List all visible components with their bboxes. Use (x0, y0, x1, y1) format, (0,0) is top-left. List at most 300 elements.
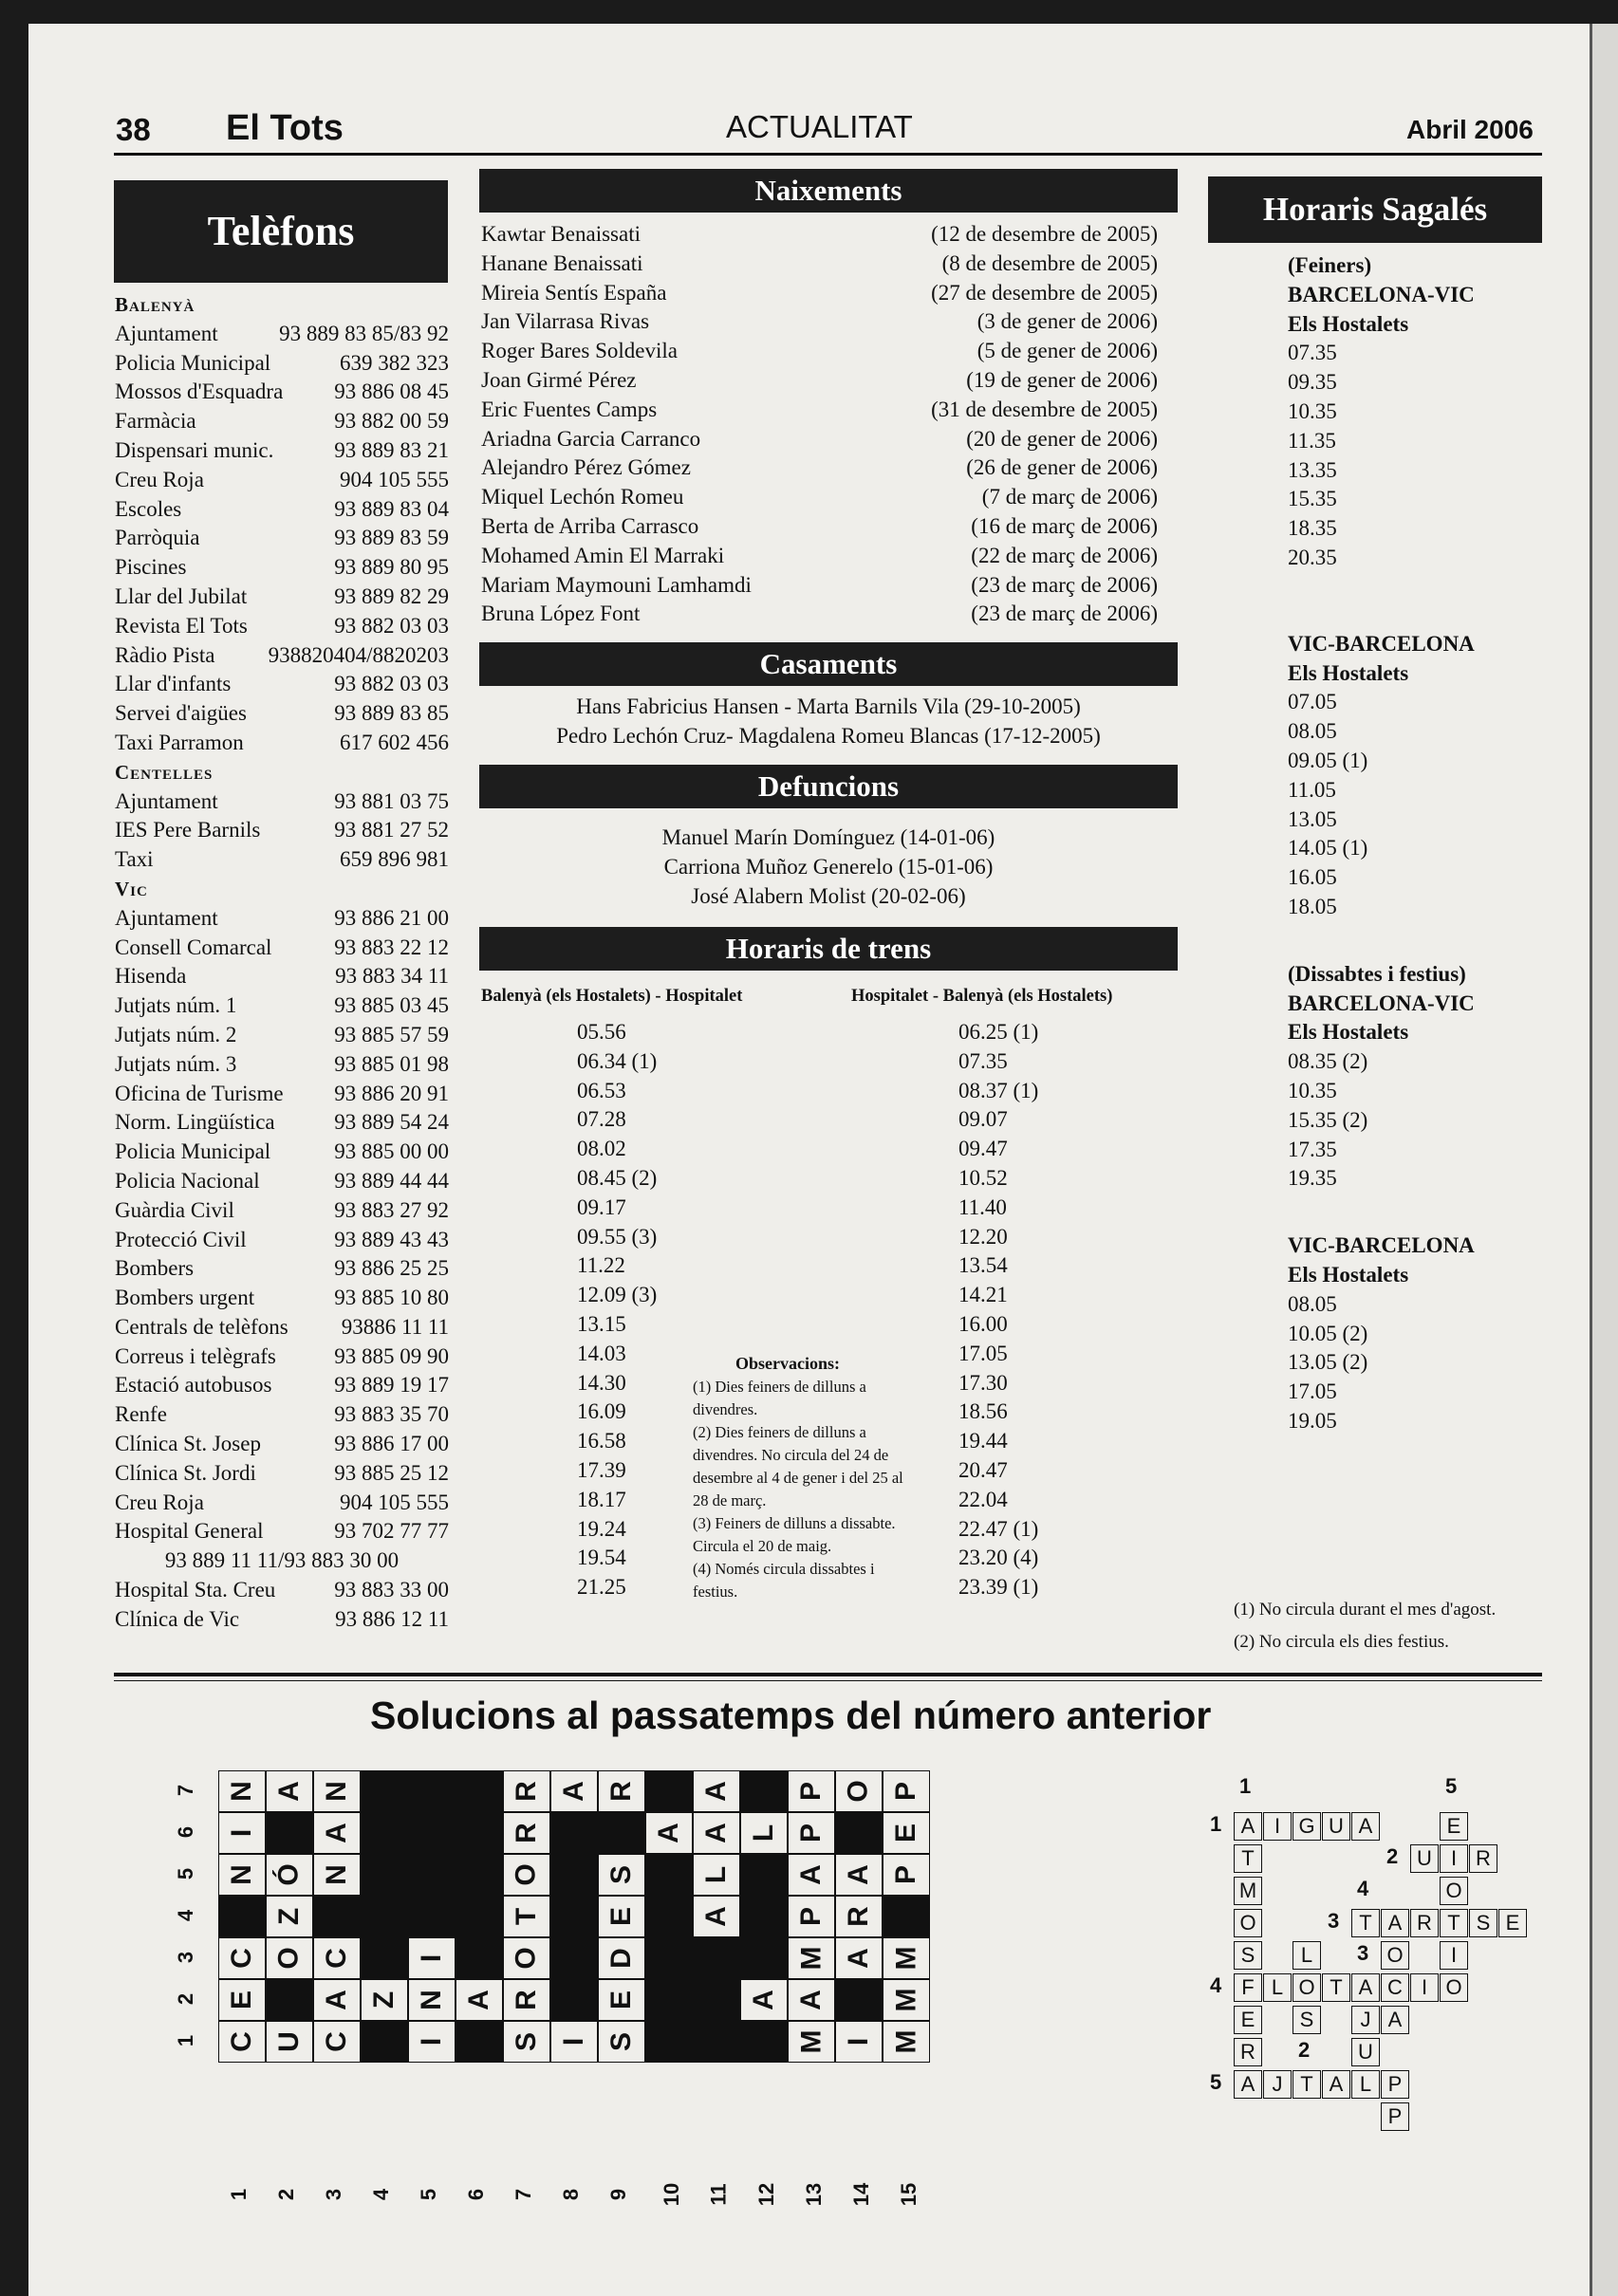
train-time: 05.56 (577, 1020, 626, 1044)
train-time: 10.52 (958, 1165, 1008, 1190)
bus-note: (2) No circula els dies festius. (1234, 1632, 1449, 1652)
crossword-cell: U (1351, 2038, 1380, 2066)
phone-number: 93 881 03 75 (334, 788, 449, 813)
grid-letter: R (510, 1990, 542, 2010)
bus-time: 08.05 (1288, 719, 1337, 744)
phone-number: 639 382 323 (340, 350, 449, 375)
crossword-cell: T (1234, 1844, 1262, 1873)
phone-row (115, 670, 449, 699)
train-time: 13.15 (577, 1311, 626, 1336)
grid-cell (218, 1770, 266, 1812)
phone-number: 93 886 21 00 (334, 905, 449, 930)
grid-cell (788, 1896, 835, 1937)
grid-cell (408, 1896, 456, 1937)
telefons-list (115, 290, 449, 1635)
bus-schedule-block (1288, 1231, 1534, 1436)
phone-label: Clínica St. Jordi (115, 1460, 256, 1485)
grid-cell (408, 1812, 456, 1854)
grid-cell (740, 1896, 788, 1937)
bus-time: 07.35 (1288, 341, 1337, 365)
sagales-title: Horaris Sagalés (1208, 176, 1542, 243)
grid-cell (598, 1937, 645, 1979)
phone-label: Llar d'infants (115, 672, 232, 696)
train-time: 09.17 (577, 1194, 626, 1219)
birth-date: (20 de gener de 2006) (966, 426, 1158, 451)
train-time: 23.39 (1) (958, 1575, 1039, 1600)
crossword-cell: P (1381, 2070, 1409, 2099)
grid-cell (740, 1854, 788, 1896)
phone-label: Bombers (115, 1256, 195, 1281)
birth-name: Ariadna Garcia Carranco (481, 426, 701, 451)
phone-row (115, 1080, 449, 1109)
grid-cell (883, 1770, 930, 1812)
train-time: 12.20 (958, 1224, 1008, 1249)
grid-letter: M (890, 2029, 921, 2054)
phone-number: 93 886 12 11 (335, 1606, 449, 1631)
phone-number: 617 602 456 (340, 730, 449, 754)
grid-row-number: 2 (274, 2188, 299, 2201)
grid-cell (266, 1854, 313, 1896)
crossword-cell: R (1234, 2038, 1262, 2066)
crossword-number: 4 (1210, 1973, 1222, 1997)
crossword-number: 1 (1210, 1812, 1222, 1836)
phone-row (115, 466, 449, 495)
crossword-cell: U (1410, 1844, 1439, 1873)
train-time: 09.55 (3) (577, 1224, 658, 1249)
phone-label: Norm. Lingüística (115, 1110, 275, 1135)
phone-label: Clínica de Vic (115, 1606, 240, 1631)
grid-letter: R (510, 1781, 542, 1802)
grid-cell (550, 1854, 598, 1896)
grid-row-number: 1 (227, 2188, 251, 2201)
grid-cell (313, 1812, 361, 1854)
grid-letter: R (510, 1823, 542, 1843)
birth-row (481, 571, 1158, 601)
phone-number: 93 885 57 59 (334, 1022, 449, 1046)
grid-cell (693, 1896, 740, 1937)
phone-number: 93 702 77 77 (334, 1519, 449, 1544)
phone-number: 93 882 03 03 (334, 613, 449, 638)
grid-cell (788, 2021, 835, 2063)
grid-cell (645, 1979, 693, 2021)
bus-time: 17.35 (1288, 1137, 1337, 1161)
grid-letter: A (462, 1990, 494, 2010)
grid-cell (313, 1937, 361, 1979)
observation-note: (2) Dies feiners de dilluns a divendres. No circula del 24 de desembre al 4 de gener i del 25 al 28 de març. (693, 1423, 903, 1509)
grid-cell (550, 1937, 598, 1979)
phone-row (115, 378, 449, 407)
grid-letter: M (890, 1988, 921, 2012)
birth-row (481, 454, 1158, 483)
wedding-row: Hans Fabricius Hansen - Marta Barnils Vila (29-10-2005) (576, 694, 1081, 718)
bus-time: 13.05 (1288, 806, 1337, 831)
grid-letter: E (604, 1990, 637, 2010)
grid-cell (550, 1770, 598, 1812)
train-time: 17.39 (577, 1457, 626, 1482)
passatemps-rule (114, 1673, 1542, 1676)
trens-col2 (958, 1018, 1038, 1602)
grid-col-number: 2 (174, 1992, 198, 2006)
birth-name: Kawtar Benaissati (481, 222, 641, 246)
phone-row (115, 816, 449, 845)
grid-cell (598, 2021, 645, 2063)
birth-name: Bruna López Font (481, 602, 641, 626)
crossword-cell: A (1381, 2006, 1409, 2034)
trens-col1-header: Balenyà (els Hostalets) - Hospitalet (481, 987, 743, 1006)
birth-date: (7 de març de 2006) (981, 485, 1158, 509)
grid-letter: I (226, 1828, 257, 1838)
crossword-cell: P (1381, 2102, 1409, 2131)
grid-cell (883, 1896, 930, 1937)
phone-label: Hospital Sta. Creu (115, 1578, 276, 1602)
grid-letter: P (889, 1781, 921, 1802)
phone-row (115, 583, 449, 612)
grid-row-number: 5 (417, 2188, 441, 2201)
grid-row-number: 15 (897, 2182, 921, 2207)
phone-label: Ràdio Pista (115, 642, 215, 667)
phone-number: 93 885 10 80 (334, 1286, 449, 1310)
bus-time: 10.05 (2) (1288, 1321, 1368, 1345)
birth-date: (31 de desembre de 2005) (931, 397, 1158, 421)
grid-letter: U (272, 2031, 305, 2052)
train-time: 07.28 (577, 1107, 626, 1132)
grid-letter: A (699, 1823, 732, 1843)
naixements-list (481, 220, 1158, 629)
grid-cell (218, 1812, 266, 1854)
grid-cell (835, 1896, 883, 1937)
grid-cell (740, 2021, 788, 2063)
train-time: 17.05 (958, 1341, 1008, 1365)
grid-cell (503, 1812, 550, 1854)
phone-label: Ajuntament (115, 905, 218, 930)
phone-number: 93 889 82 29 (334, 583, 449, 608)
phone-number: 904 105 555 (340, 1490, 449, 1514)
phone-number: 93 889 80 95 (334, 555, 449, 580)
phone-number: 93 883 33 00 (334, 1578, 449, 1602)
phone-row (115, 1430, 449, 1459)
grid-cell (645, 1896, 693, 1937)
crossword-number: 1 (1239, 1774, 1252, 1798)
birth-date: (23 de març de 2006) (971, 572, 1158, 597)
trens-observations (693, 1376, 922, 1603)
phone-number: 93 882 00 59 (334, 409, 449, 434)
train-time: 13.54 (958, 1253, 1008, 1278)
defuncions-list (479, 824, 1178, 911)
birth-name: Berta de Arriba Carrasco (481, 513, 699, 538)
grid-cell (693, 1979, 740, 2021)
grid-cell (835, 2021, 883, 2063)
grid-cell (218, 1979, 266, 2021)
crossword-cell: E (1498, 1909, 1527, 1937)
phone-number: 93 889 19 17 (334, 1373, 449, 1398)
grid-cell (835, 1937, 883, 1979)
grid-letter: P (889, 1864, 921, 1885)
grid-letter: A (272, 1781, 305, 1802)
birth-date: (23 de març de 2006) (971, 602, 1158, 626)
grid-cell (361, 1770, 408, 1812)
grid-letter: S (604, 2031, 637, 2052)
grid-cell (645, 1812, 693, 1854)
crossword-cell: G (1293, 1812, 1321, 1841)
train-time: 22.04 (958, 1487, 1008, 1511)
bus-time: 10.35 (1288, 398, 1337, 423)
grid-letter: N (415, 1990, 447, 2010)
train-time: 16.00 (958, 1311, 1008, 1336)
grid-letter: E (889, 1823, 921, 1843)
phone-row (115, 1167, 449, 1196)
phone-row (115, 1108, 449, 1138)
birth-name: Hanane Benaissati (481, 250, 643, 275)
crossword-cell: J (1351, 2006, 1380, 2034)
crossword-cell: R (1410, 1909, 1439, 1937)
train-time: 09.47 (958, 1137, 1008, 1161)
bus-time: 09.05 (1) (1288, 748, 1368, 772)
birth-name: Roger Bares Soldevila (481, 339, 678, 363)
birth-row (481, 600, 1158, 629)
grid-letter: Z (367, 1990, 400, 2009)
phone-number: 93 889 83 59 (334, 526, 449, 550)
grid-cell (693, 1854, 740, 1896)
phone-label: Revista El Tots (115, 613, 248, 638)
phone-label: Parròquia (115, 526, 200, 550)
grid-cell (740, 1770, 788, 1812)
grid-cell (361, 1979, 408, 2021)
phone-number: 93 881 27 52 (334, 818, 449, 842)
grid-letter: D (604, 1948, 637, 1969)
grid-letter: Ó (273, 1863, 305, 1886)
crossword-cell: I (1263, 1812, 1292, 1841)
birth-row (481, 396, 1158, 425)
bus-time: 15.35 (2) (1288, 1107, 1368, 1132)
birth-date: (16 de març de 2006) (971, 513, 1158, 538)
birth-row (481, 512, 1158, 542)
birth-row (481, 337, 1158, 366)
grid-cell (645, 1937, 693, 1979)
birth-name: Miquel Lechón Romeu (481, 485, 684, 509)
grid-cell (408, 1937, 456, 1979)
grid-cell (598, 1770, 645, 1812)
death-row: Manuel Marín Domínguez (14-01-06) (661, 825, 995, 849)
phone-number: 93 885 25 12 (334, 1460, 449, 1485)
phone-number: 93 883 22 12 (334, 935, 449, 959)
phone-number: 93 883 34 11 (335, 964, 449, 989)
passatemps-rule-thin (114, 1680, 1542, 1681)
bus-time: 20.35 (1288, 545, 1337, 569)
crossword-cell: T (1351, 1909, 1380, 1937)
birth-date: (8 de desembre de 2005) (941, 250, 1158, 275)
grid-cell (835, 1854, 883, 1896)
grid-cell (503, 2021, 550, 2063)
grid-letter: S (510, 2031, 542, 2052)
casaments-title: Casaments (479, 642, 1178, 686)
grid-cell (218, 1937, 266, 1979)
phone-number: 93 883 27 92 (334, 1197, 449, 1222)
crossword-cell: O (1381, 1941, 1409, 1970)
phone-label: Dispensari munic. (115, 437, 274, 462)
grid-cell (361, 1854, 408, 1896)
phone-label: Protecció Civil (115, 1227, 247, 1251)
phone-label: Oficina de Turisme (115, 1081, 284, 1105)
grid-cell (503, 1979, 550, 2021)
birth-row (481, 542, 1158, 571)
observation-note: (1) Dies feiners de dilluns a divendres. (693, 1378, 866, 1418)
grid-cell (598, 1896, 645, 1937)
phone-number: 93 886 20 91 (334, 1081, 449, 1105)
grid-col-number: 4 (174, 1909, 198, 1922)
grid-letter: P (794, 1823, 827, 1843)
grid-cell (361, 1896, 408, 1937)
grid-letter: A (320, 1823, 352, 1843)
grid-letter: P (794, 1781, 827, 1802)
bus-time: 16.05 (1288, 865, 1337, 890)
grid-cell (645, 1770, 693, 1812)
train-time: 22.47 (1) (958, 1516, 1039, 1541)
crossword-cell: I (1440, 1941, 1468, 1970)
death-row: Carriona Muñoz Generelo (15-01-06) (663, 854, 994, 879)
crossword-cell: O (1293, 1973, 1321, 2002)
grid-cell (883, 1979, 930, 2021)
grid-letter: I (558, 2037, 589, 2046)
wedding-row: Pedro Lechón Cruz- Magdalena Romeu Blancas (17-12-2005) (556, 723, 1101, 748)
grid-letter: A (320, 1990, 352, 2010)
phone-label: Hospital General (115, 1519, 264, 1544)
crossword-cell: E (1440, 1812, 1468, 1841)
bus-time: 13.05 (2) (1288, 1350, 1368, 1375)
grid-cell (266, 1937, 313, 1979)
phone-label: Ajuntament (115, 321, 218, 345)
grid-letter: C (225, 1948, 257, 1969)
train-time: 17.30 (958, 1370, 1008, 1395)
phone-number: 93 889 83 04 (334, 496, 449, 521)
train-time: 08.45 (2) (577, 1165, 658, 1190)
phone-number: 93 886 17 00 (334, 1432, 449, 1456)
grid-letter: A (699, 1781, 732, 1802)
phone-number: 93 889 44 44 (334, 1168, 449, 1193)
grid-cell (266, 2021, 313, 2063)
phone-row (115, 699, 449, 729)
phone-group-heading: Balenyà (115, 293, 195, 316)
phone-number: 904 105 555 (340, 467, 449, 491)
grid-cell (313, 1770, 361, 1812)
grid-cell (740, 1979, 788, 2021)
bus-time: 13.35 (1288, 457, 1337, 482)
grid-letter: A (842, 1864, 874, 1885)
grid-cell (503, 1896, 550, 1937)
phone-row (115, 320, 449, 349)
grid-cell (266, 1770, 313, 1812)
sagales-schedules (1288, 251, 1534, 1474)
train-time: 14.21 (958, 1283, 1008, 1307)
grid-letter: O (511, 1947, 542, 1970)
grid-letter: A (794, 1864, 827, 1885)
crossword-cell: O (1440, 1973, 1468, 2002)
bus-time: 10.35 (1288, 1078, 1337, 1102)
grid-col-number: 5 (174, 1867, 198, 1880)
phone-row (115, 1400, 449, 1430)
phone-number: 93 885 01 98 (334, 1051, 449, 1076)
grid-cell (313, 2021, 361, 2063)
grid-cell (218, 1854, 266, 1896)
grid-cell (456, 2021, 503, 2063)
passatemps-title: Solucions al passatemps del número anterior (370, 1694, 1212, 1737)
phone-number: 93 886 25 25 (334, 1256, 449, 1281)
phone-label: IES Pere Barnils (115, 818, 261, 842)
grid-cell (313, 1854, 361, 1896)
birth-date: (5 de gener de 2006) (976, 339, 1158, 363)
grid-row-number: 10 (660, 2182, 684, 2207)
phone-label: Hisenda (115, 964, 187, 989)
train-time: 20.47 (958, 1457, 1008, 1482)
grid-letter: O (511, 1863, 542, 1886)
phone-label: Taxi Parramon (115, 730, 244, 754)
train-time: 06.53 (577, 1078, 626, 1102)
phone-label: Jutjats núm. 3 (115, 1051, 237, 1076)
telefons-title: Telèfons (114, 180, 448, 283)
birth-row (481, 220, 1158, 250)
crossword-cell: I (1410, 1973, 1439, 2002)
train-time: 18.56 (958, 1399, 1008, 1424)
crossword-number: 5 (1210, 2070, 1222, 2094)
phone-number: 93 885 09 90 (334, 1343, 449, 1368)
trens-col1 (577, 1018, 657, 1602)
train-time: 18.17 (577, 1487, 626, 1511)
phone-label: Estació autobusos (115, 1373, 272, 1398)
phone-label: Jutjats núm. 2 (115, 1022, 237, 1046)
phone-row (115, 1489, 449, 1518)
bus-time: 14.05 (1) (1288, 836, 1368, 861)
bus-stop: Els Hostalets (1288, 660, 1409, 685)
birth-row (481, 307, 1158, 337)
bus-time: 08.05 (1288, 1291, 1337, 1316)
bus-heading: (Feiners) (1288, 253, 1372, 277)
phone-number: 93 883 35 70 (334, 1402, 449, 1427)
bus-time: 08.35 (2) (1288, 1049, 1368, 1074)
grid-cell (313, 1896, 361, 1937)
phone-row (115, 1138, 449, 1167)
grid-letter: S (604, 1864, 637, 1885)
phone-label: Jutjats núm. 1 (115, 993, 237, 1018)
phone-row (115, 612, 449, 641)
crossword-cell: J (1263, 2070, 1292, 2099)
phone-number: 93 889 43 43 (334, 1227, 449, 1251)
crossword-cell: O (1440, 1877, 1468, 1905)
death-row: José Alabern Molist (20-02-06) (691, 883, 966, 908)
grid-cell (598, 1979, 645, 2021)
bus-heading: (Dissabtes i festius) (1288, 961, 1466, 986)
crossword-cell: L (1293, 1941, 1321, 1970)
phone-number: 93886 11 11 (341, 1314, 449, 1339)
bus-time: 11.35 (1288, 428, 1336, 453)
crossword-cell: A (1351, 1973, 1380, 2002)
grid-cell (456, 1979, 503, 2021)
phone-label: Consell Comarcal (115, 935, 272, 959)
bus-schedule-block (1288, 630, 1534, 922)
phone-number: 93 886 08 45 (334, 380, 449, 404)
phone-row (115, 1196, 449, 1226)
crossword-cell: U (1322, 1812, 1350, 1841)
phone-number: 938820404/8820203 (268, 642, 449, 667)
grid-letter: C (225, 2031, 257, 2052)
train-time: 07.35 (958, 1048, 1008, 1073)
bus-time: 18.35 (1288, 516, 1337, 541)
grid-cell (456, 1812, 503, 1854)
grid-cell (788, 1854, 835, 1896)
grid-cell (550, 2021, 598, 2063)
phone-row (115, 1313, 449, 1342)
grid-row-number: 14 (849, 2182, 874, 2207)
train-time: 14.03 (577, 1341, 626, 1365)
bus-time: 09.35 (1288, 370, 1337, 395)
